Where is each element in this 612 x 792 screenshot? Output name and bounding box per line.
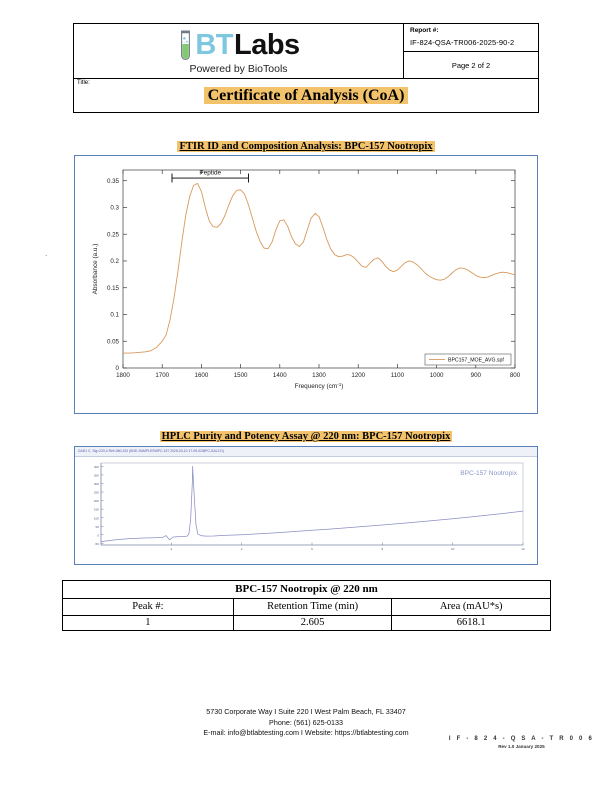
svg-text:1800: 1800 bbox=[116, 372, 130, 379]
logo-text-bt: BT bbox=[195, 28, 233, 61]
svg-text:1600: 1600 bbox=[194, 372, 209, 379]
svg-text:4: 4 bbox=[240, 547, 243, 551]
report-number-value: IF-824-QSA-TR006-2025-90-2 bbox=[410, 38, 515, 47]
svg-text:0.25: 0.25 bbox=[106, 231, 119, 239]
svg-text:350: 350 bbox=[93, 473, 99, 478]
svg-text:2: 2 bbox=[170, 547, 173, 551]
svg-text:0.35: 0.35 bbox=[106, 177, 119, 185]
test-tube-icon bbox=[177, 30, 194, 61]
column-header: Area (mAU*s) bbox=[392, 599, 551, 616]
logo-tagline: Powered by BioTools bbox=[189, 63, 288, 75]
table-title: BPC-157 Nootropix @ 220 nm bbox=[63, 581, 551, 599]
svg-text:300: 300 bbox=[93, 482, 99, 487]
svg-text:400: 400 bbox=[93, 465, 99, 470]
svg-text:200: 200 bbox=[93, 499, 99, 504]
svg-text:1700: 1700 bbox=[155, 372, 170, 379]
svg-text:1500: 1500 bbox=[233, 372, 248, 379]
title-row bbox=[74, 78, 538, 112]
svg-text:0.3: 0.3 bbox=[110, 204, 119, 212]
svg-text:8: 8 bbox=[381, 547, 384, 551]
table-row bbox=[63, 616, 551, 631]
svg-text:1000: 1000 bbox=[429, 372, 444, 379]
svg-text:250: 250 bbox=[93, 490, 99, 495]
svg-text:0: 0 bbox=[115, 365, 119, 373]
results-table bbox=[62, 580, 551, 631]
hplc-section-heading-text: HPLC Purity and Potency Assay @ 220 nm: BPC-157 Nootropix bbox=[161, 431, 451, 442]
svg-text:6: 6 bbox=[311, 547, 313, 551]
svg-text:900: 900 bbox=[470, 372, 481, 379]
title-label: Title: bbox=[77, 80, 90, 86]
ftir-section-heading bbox=[0, 141, 612, 152]
svg-text:100: 100 bbox=[93, 516, 99, 521]
ftir-chart-panel bbox=[74, 155, 538, 414]
svg-text:1300: 1300 bbox=[312, 372, 326, 379]
table-cell: 6618.1 bbox=[392, 616, 551, 631]
hplc-chart bbox=[75, 457, 537, 565]
table-cell: 1 bbox=[63, 616, 234, 631]
column-header: Retention Time (min) bbox=[233, 599, 392, 616]
report-number-label: Report #: bbox=[410, 27, 439, 34]
svg-text:0: 0 bbox=[97, 533, 99, 538]
ftir-chart bbox=[75, 156, 537, 413]
svg-text:BPC-157 Nootropix: BPC-157 Nootropix bbox=[460, 470, 517, 477]
document-header bbox=[73, 23, 539, 113]
btlabs-logo bbox=[74, 28, 403, 62]
svg-text:BPC157_MOE_AVG.spf: BPC157_MOE_AVG.spf bbox=[448, 357, 504, 364]
stray-mark: · bbox=[45, 252, 48, 260]
svg-text:0.1: 0.1 bbox=[110, 311, 119, 319]
svg-text:50: 50 bbox=[95, 524, 99, 529]
svg-text:0.2: 0.2 bbox=[110, 258, 119, 266]
footer bbox=[0, 707, 612, 739]
svg-text:150: 150 bbox=[93, 507, 99, 512]
document-code bbox=[449, 736, 594, 749]
svg-text:10: 10 bbox=[450, 547, 455, 551]
svg-text:Frequency (cm-1): Frequency $(cm^{-1})$ bbox=[294, 381, 344, 390]
logo-cell bbox=[74, 24, 404, 78]
svg-text:1200: 1200 bbox=[351, 372, 366, 379]
svg-text:800: 800 bbox=[509, 372, 521, 379]
table-cell: 2.605 bbox=[233, 616, 392, 631]
ftir-section-heading-text: FTIR ID and Composition Analysis: BPC-157 Nootropix bbox=[179, 141, 433, 152]
page-indicator: Page 2 of 2 bbox=[451, 60, 491, 70]
footer-contact: E-mail: info@btlabtesting.com I Website: https://btlabtesting.com bbox=[203, 728, 409, 737]
header-top-row bbox=[74, 24, 538, 78]
document-revision: Rev 1.0 January 2025 bbox=[498, 744, 545, 749]
svg-text:0.15: 0.15 bbox=[106, 284, 119, 292]
svg-text:Absorbance (a.u.): Absorbance (a.u.) bbox=[92, 243, 99, 295]
page-title-text: Certificate of Analysis (CoA) bbox=[204, 87, 409, 104]
hplc-section-heading bbox=[0, 431, 612, 442]
footer-phone: Phone: (561) 625-0133 bbox=[269, 717, 343, 727]
svg-text:Peptide: Peptide bbox=[199, 169, 222, 177]
svg-text:-50: -50 bbox=[94, 541, 99, 546]
column-header: Peak #: bbox=[63, 599, 234, 616]
logo-text-labs: Labs bbox=[233, 28, 300, 61]
table-title-row bbox=[63, 581, 551, 599]
hplc-caption: DAD1 C, Sig=220,4 Ref=360,100 (BGE-SAMPLES\BPC-157 2025-03-10 17-09-02\BPC-SAL2.D) bbox=[75, 447, 537, 457]
footer-address: 5730 Corporate Way I Suite 220 I West Palm Beach, FL 33407 bbox=[206, 707, 406, 716]
svg-text:12: 12 bbox=[521, 547, 525, 551]
document-code-text: I F - 8 2 4 - Q S A - T R 0 0 6 bbox=[448, 736, 594, 742]
svg-text:1100: 1100 bbox=[390, 372, 405, 379]
header-right-cells bbox=[404, 24, 538, 78]
page-title bbox=[74, 87, 538, 105]
table-header-row bbox=[63, 599, 551, 616]
svg-text:0.05: 0.05 bbox=[106, 338, 119, 346]
svg-text:1400: 1400 bbox=[272, 372, 287, 379]
report-number-cell bbox=[404, 24, 538, 52]
hplc-chart-panel bbox=[74, 446, 538, 565]
